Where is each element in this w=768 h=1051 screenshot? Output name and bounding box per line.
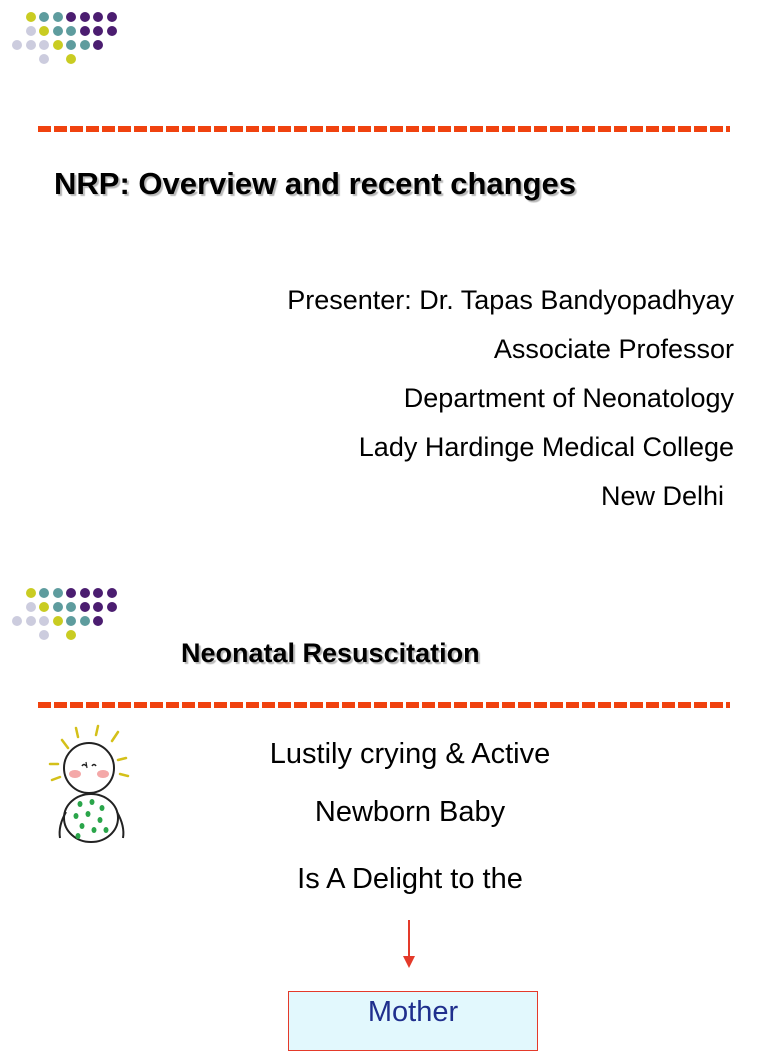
- body-line-newborn: Newborn Baby: [314, 796, 506, 828]
- decorative-dot: [26, 26, 36, 36]
- decorative-dot: [39, 12, 49, 22]
- decorative-dot: [80, 602, 90, 612]
- decorative-dot: [39, 40, 49, 50]
- decorative-dot: [107, 588, 117, 598]
- decorative-dot: [80, 26, 90, 36]
- decorative-dot: [80, 12, 90, 22]
- decorative-dot: [93, 616, 103, 626]
- presenter-name: Presenter: Dr. Tapas Bandyopadhyay: [287, 285, 734, 315]
- decorative-dot: [107, 602, 117, 612]
- decorative-dot: [39, 54, 49, 64]
- decorative-dot: [66, 54, 76, 64]
- presenter-position: Associate Professor: [493, 334, 734, 364]
- decorative-dot: [39, 26, 49, 36]
- decorative-dot: [53, 40, 63, 50]
- decorative-dot: [26, 602, 36, 612]
- slide-2: [0, 560, 768, 1028]
- mother-box: [288, 991, 538, 1051]
- decorative-dot: [66, 630, 76, 640]
- decorative-dot: [66, 40, 76, 50]
- decorative-dot: [39, 616, 49, 626]
- body-line-crying: Lustily crying & Active: [269, 738, 551, 770]
- decorative-dot: [66, 26, 76, 36]
- decorative-dot: [93, 26, 103, 36]
- slide-title: Neonatal Resuscitation: [181, 638, 480, 668]
- decorative-dot: [39, 630, 49, 640]
- decorative-dot: [107, 12, 117, 22]
- title-divider-rule: [38, 126, 730, 132]
- decorative-dot: [66, 602, 76, 612]
- decorative-dot: [12, 40, 22, 50]
- slide-title: NRP: Overview and recent changes: [54, 166, 577, 201]
- decorative-dot: [80, 588, 90, 598]
- decorative-dot: [39, 602, 49, 612]
- decorative-dot: [66, 12, 76, 22]
- decorative-dot: [107, 26, 117, 36]
- crying-baby-icon: [40, 722, 150, 846]
- mother-label: Mother: [367, 996, 459, 1028]
- decorative-dot: [93, 588, 103, 598]
- decorative-dot: [93, 40, 103, 50]
- decorative-dot: [80, 40, 90, 50]
- decorative-dot: [26, 40, 36, 50]
- decorative-dot: [80, 616, 90, 626]
- presenter-institution: Lady Hardinge Medical College: [358, 432, 734, 462]
- presenter-department: Department of Neonatology: [403, 383, 734, 413]
- presenter-info: [287, 276, 734, 521]
- decorative-dot: [53, 588, 63, 598]
- decorative-dot: [66, 588, 76, 598]
- title-divider-rule: [38, 702, 730, 708]
- presenter-city: New Delhi: [600, 481, 724, 511]
- down-arrow-icon: [399, 918, 419, 970]
- decorative-dot: [53, 26, 63, 36]
- decorative-dot: [26, 588, 36, 598]
- decorative-dot: [93, 12, 103, 22]
- decorative-dot: [26, 616, 36, 626]
- decorative-dot: [39, 588, 49, 598]
- decorative-dot: [93, 602, 103, 612]
- decorative-dot: [66, 616, 76, 626]
- decorative-dot: [53, 12, 63, 22]
- decorative-dot: [53, 602, 63, 612]
- decorative-dot: [26, 12, 36, 22]
- decorative-dot: [53, 616, 63, 626]
- body-line-delight: Is A Delight to the: [297, 863, 523, 895]
- decorative-dot: [12, 616, 22, 626]
